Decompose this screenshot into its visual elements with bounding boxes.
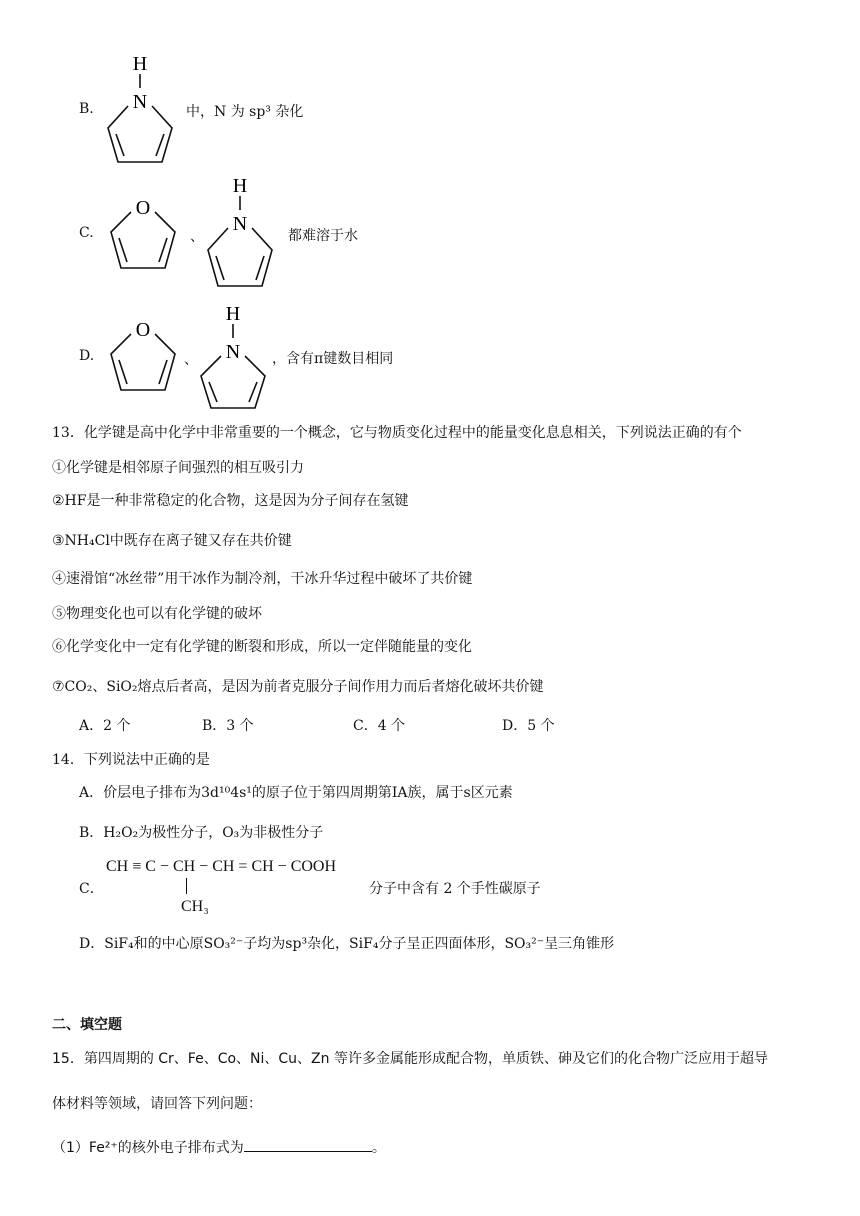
branch-bond — [186, 878, 187, 894]
option-b-letter: B. — [79, 101, 94, 117]
o-label: O — [135, 319, 151, 341]
option-c-separator: 、 — [190, 229, 204, 245]
pyrrole-structure-d — [193, 300, 273, 412]
option-c-text: 都难溶于水 — [288, 228, 358, 244]
q13-item-4: ④速滑馆“冰丝带”用干冰作为制冷剂，干冰升华过程中破坏了共价键 — [52, 571, 473, 587]
option-d-text: ，含有π键数目相同 — [272, 351, 394, 367]
q14-option-d: D．SiF₄和的中心原SO₃²⁻子均为sp³杂化，SiF₄分子呈正四面体形，SO₃²⁻呈三角锥形 — [79, 936, 615, 952]
q13-item-1: ①化学键是相邻原子间强烈的相互吸引力 — [52, 460, 304, 476]
q13-item-3: ③NH₄Cl中既存在离子键又存在共价键 — [52, 533, 292, 549]
q14-option-c-formula: CH ≡ C − CH − CH = CH − COOH — [106, 858, 337, 875]
q13-stem: 13．化学键是高中化学中非常重要的一个概念，它与物质变化过程中的能量变化息息相关，下列说法正确的有个 — [52, 425, 742, 441]
option-d-letter: D. — [79, 348, 95, 364]
option-b-text: 中，N 为 sp³ 杂化 — [186, 104, 304, 120]
h-label: H — [132, 53, 148, 75]
q15-part-1-prefix: （1）Fe²⁺的核外电子排布式为 — [52, 1140, 244, 1156]
q15-part-1 — [52, 1137, 386, 1157]
q14-option-c-text: 分子中含有 2 个手性碳原子 — [369, 881, 541, 897]
option-d-separator: 、 — [184, 352, 198, 368]
pyrrole-structure-c — [200, 172, 280, 290]
n-label: N — [225, 341, 241, 363]
q14-stem: 14．下列说法中正确的是 — [52, 752, 210, 768]
o-label: O — [135, 197, 151, 219]
q13-item-2: ②HF是一种非常稳定的化合物，这是因为分子间存在氢键 — [52, 493, 409, 509]
h-label: H — [225, 303, 241, 325]
q13-item-5: ⑤物理变化也可以有化学键的破坏 — [52, 606, 262, 622]
q14-option-b: B．H₂O₂为极性分子，O₃为非极性分子 — [79, 825, 324, 841]
q15-stem-line2: 体材料等领域，请回答下列问题： — [52, 1096, 262, 1112]
furan-structure-c — [103, 192, 183, 272]
h-label: H — [232, 175, 248, 197]
q15-stem-line1: 15．第四周期的 Cr、Fe、Co、Ni、Cu、Zn 等许多金属能形成配合物，单质铁、砷及它们的化合物广泛应用于超导 — [52, 1051, 768, 1067]
q14-option-a: A．价层电子排布为3d¹⁰4s¹的原子位于第四周期第ⅠA族，属于s区元素 — [79, 785, 513, 801]
q13-item-6: ⑥化学变化中一定有化学键的断裂和形成，所以一定伴随能量的变化 — [52, 639, 472, 655]
furan-structure-d — [103, 314, 183, 394]
n-label: N — [232, 213, 248, 235]
section-heading: 二、填空题 — [52, 1017, 122, 1033]
q14-option-c-branch: CH₃ — [181, 898, 209, 915]
pyrrole-structure-b — [100, 50, 180, 166]
q14-option-c-letter: C． — [79, 881, 104, 897]
answer-blank[interactable] — [244, 1139, 372, 1152]
n-label: N — [132, 91, 148, 113]
option-c-letter: C. — [79, 225, 94, 241]
q15-part-1-suffix: 。 — [371, 1140, 386, 1156]
q13-item-7: ⑦CO₂、SiO₂熔点后者高，是因为前者克服分子间作用力而后者熔化破坏共价键 — [52, 679, 544, 695]
q13-option-b: B．3 个 — [202, 718, 254, 734]
q13-option-c: C．4 个 — [353, 718, 406, 734]
q13-option-a: A．2 个 — [79, 718, 131, 734]
q13-option-d: D．5 个 — [502, 718, 555, 734]
